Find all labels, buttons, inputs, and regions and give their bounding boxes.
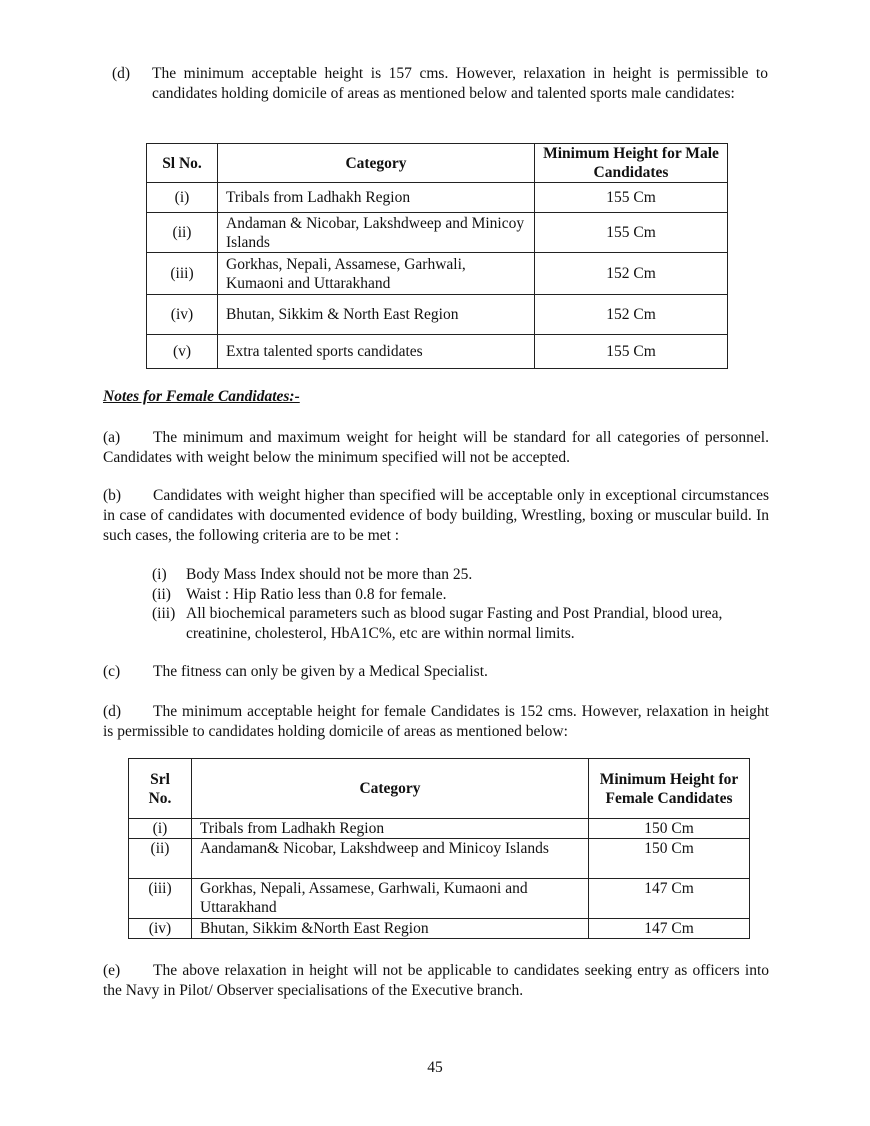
criteria-text-wrap bbox=[186, 604, 752, 644]
criteria-item bbox=[152, 585, 446, 605]
criteria-marker: (iii) bbox=[152, 605, 176, 622]
table-row bbox=[129, 919, 750, 939]
note-b bbox=[103, 486, 769, 546]
page-number: 45 bbox=[427, 1059, 443, 1076]
note-a bbox=[103, 428, 769, 468]
sl-cell: (ii) bbox=[147, 213, 218, 253]
table-header-row bbox=[147, 144, 728, 183]
category-cell: Tribals from Ladhakh Region bbox=[192, 819, 589, 839]
sl-cell: (v) bbox=[147, 335, 218, 369]
column-header-sl: Sl No. bbox=[147, 144, 218, 183]
sl-cell: (iii) bbox=[129, 879, 192, 919]
note-a-marker: (a) bbox=[103, 429, 121, 446]
sl-cell: (i) bbox=[129, 819, 192, 839]
para-d-male-text: The minimum acceptable height is 157 cms. However, relaxation in height is permissible to candidates holding domicile of areas as mentioned below and talented sports male candidates: bbox=[152, 65, 768, 102]
height-cell: 147 Cm bbox=[589, 879, 750, 919]
note-e-paragraph bbox=[103, 961, 769, 1001]
note-b-paragraph bbox=[103, 486, 769, 546]
height-cell: 155 Cm bbox=[535, 335, 728, 369]
table-row bbox=[129, 839, 750, 879]
criteria-item bbox=[152, 604, 752, 644]
category-cell: Aandaman& Nicobar, Lakshdweep and Minicoy Islands bbox=[192, 839, 589, 879]
note-e-marker: (e) bbox=[103, 962, 121, 979]
notes-title: Notes for Female Candidates:- bbox=[103, 388, 300, 405]
height-cell: 152 Cm bbox=[535, 295, 728, 335]
note-e-text: The above relaxation in height will not be applicable to candidates seeking entry as officers into the Navy in Pilot/ Observer specialisations of the Executive branch. bbox=[103, 962, 769, 999]
table-row bbox=[147, 213, 728, 253]
table-row bbox=[147, 253, 728, 295]
criteria-text: Waist : Hip Ratio less than 0.8 for female. bbox=[186, 586, 447, 603]
note-d-marker: (d) bbox=[103, 703, 122, 720]
height-cell: 150 Cm bbox=[589, 819, 750, 839]
table-row bbox=[129, 819, 750, 839]
height-cell: 152 Cm bbox=[535, 253, 728, 295]
note-d-text: The minimum acceptable height for female Candidates is 152 cms. However, relaxation in height is permissible to candidates holding domicile of areas as mentioned below: bbox=[103, 703, 769, 740]
criteria-text: All biochemical parameters such as blood sugar Fasting and Post Prandial, blood urea, creatinine, cholesterol, HbA1C%, etc are within normal limits. bbox=[186, 605, 723, 642]
category-cell: Bhutan, Sikkim &North East Region bbox=[192, 919, 589, 939]
note-b-marker: (b) bbox=[103, 487, 122, 504]
criteria-marker: (ii) bbox=[152, 586, 171, 603]
criteria-text: Body Mass Index should not be more than 25. bbox=[186, 566, 473, 583]
sl-cell: (i) bbox=[147, 183, 218, 213]
table-row bbox=[147, 295, 728, 335]
column-header-srl: Srl No. bbox=[129, 759, 192, 819]
sl-cell: (ii) bbox=[129, 839, 192, 879]
height-cell: 155 Cm bbox=[535, 183, 728, 213]
female-height-table bbox=[128, 758, 750, 939]
sl-cell: (iv) bbox=[147, 295, 218, 335]
category-cell: Tribals from Ladhakh Region bbox=[218, 183, 535, 213]
category-cell: Andaman & Nicobar, Lakshdweep and Minicoy Islands bbox=[218, 213, 535, 253]
column-header-category: Category bbox=[218, 144, 535, 183]
note-d-paragraph bbox=[103, 702, 769, 742]
table-row bbox=[129, 879, 750, 919]
sl-cell: (iv) bbox=[129, 919, 192, 939]
category-cell: Bhutan, Sikkim & North East Region bbox=[218, 295, 535, 335]
column-header-category: Category bbox=[192, 759, 589, 819]
note-d bbox=[103, 702, 769, 742]
note-b-text: Candidates with weight higher than specified will be acceptable only in exceptional circumstances in case of candidates with documented evidence of body building, Wrestling, boxing or muscular build. In such cases, the following criteria are to be met : bbox=[103, 487, 769, 544]
criteria-item bbox=[152, 565, 472, 585]
table-header-row bbox=[129, 759, 750, 819]
note-e bbox=[103, 961, 769, 1001]
category-cell: Gorkhas, Nepali, Assamese, Garhwali, Kumaoni and Uttarakhand bbox=[218, 253, 535, 295]
table-row bbox=[147, 183, 728, 213]
category-cell: Extra talented sports candidates bbox=[218, 335, 535, 369]
note-c-marker: (c) bbox=[103, 663, 121, 680]
table-row bbox=[147, 335, 728, 369]
note-a-paragraph bbox=[103, 428, 769, 468]
height-cell: 150 Cm bbox=[589, 839, 750, 879]
column-header-min-height: Minimum Height for Female Candidates bbox=[589, 759, 750, 819]
column-header-min-height: Minimum Height for Male Candidates bbox=[535, 144, 728, 183]
male-height-table bbox=[146, 143, 728, 369]
height-cell: 147 Cm bbox=[589, 919, 750, 939]
category-cell: Gorkhas, Nepali, Assamese, Garhwali, Kumaoni and Uttarakhand bbox=[192, 879, 589, 919]
note-c bbox=[103, 662, 769, 682]
para-d-male-marker: (d) bbox=[112, 65, 131, 82]
criteria-marker: (i) bbox=[152, 566, 167, 583]
note-a-text: The minimum and maximum weight for height will be standard for all categories of personnel. Candidates with weight below the minimum specified will not be accepted. bbox=[103, 429, 769, 466]
note-c-text: The fitness can only be given by a Medical Specialist. bbox=[153, 663, 488, 680]
sl-cell: (iii) bbox=[147, 253, 218, 295]
height-cell: 155 Cm bbox=[535, 213, 728, 253]
